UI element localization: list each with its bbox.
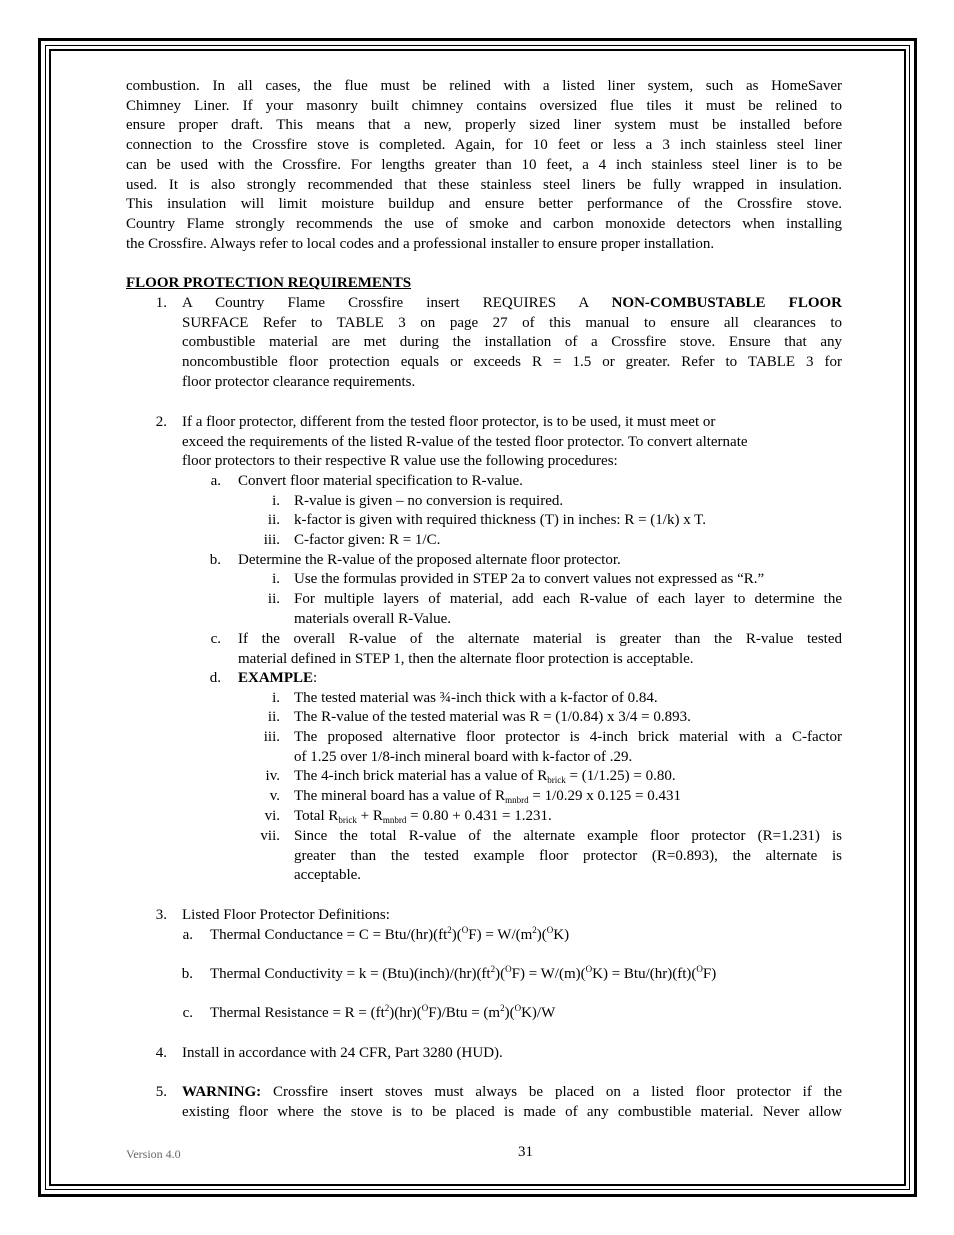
intro-line: Chimney Liner. If your masonry built chimney contains oversized flue tiles it must be relined to [126,97,842,114]
example-iii: The proposed alternative floor protector is 4-inch brick material with a C-factor of 1.25 over 1/8-inch mineral board with k-factor of .29. [294,729,842,765]
sub-item-letter: d. [209,670,221,686]
roman-numeral: v. [269,788,280,804]
sub-item-2a-i: R-value is given – no conversion is required. [294,493,564,509]
example-label: EXAMPLE [238,670,313,686]
sub-item-2d: EXAMPLE: [238,670,318,686]
sub-item-2b-ii: For multiple layers of material, add each R-value of each layer to determine the materials overall R-Value. [294,591,842,627]
roman-numeral: ii. [267,591,280,607]
page-number: 31 [518,1144,533,1160]
item-2 [182,413,842,472]
example-ii: The R-value of the tested material was R = (1/0.84) x 3/4 = 0.893. [294,709,691,725]
intro-line: ensure proper draft. This means that a new, properly sized liner system must be installed before [126,117,842,134]
item-1-line: combustible material are met during the installation of a Crossfire stove. Ensure that any [182,334,842,351]
intro-paragraph [126,77,842,254]
non-combustable-emphasis: NON-COMBUSTABLE FLOOR [611,295,842,311]
intro-line: used. It is also strongly recommended that these stainless steel liners be fully wrapped in insulation. [126,176,842,193]
roman-numeral: i. [272,571,280,587]
example-v: The mineral board has a value of $R_{mnbrd} = 1/0.29$ x 0.125 = 0.431 [294,788,682,805]
item-number: 1. [155,295,167,311]
item-3: Listed Floor Protector Definitions: [182,907,390,923]
item-2-line: If a floor protector, different from the tested floor protector, is to be used, it must meet or [182,414,716,430]
roman-numeral: iii. [263,532,280,548]
item-number: 5. [155,1084,167,1100]
roman-numeral: iv. [265,768,280,784]
sub-item-letter: a. [182,927,193,943]
sub-item-2a-ii: k-factor is given with required thickness (T) in inches: R = (1/k) x T. [294,512,706,528]
sub-item-2b-i: Use the formulas provided in STEP 2a to convert values not expressed as “R.” [294,571,765,587]
intro-line: combustion. In all cases, the flue must be relined with a listed liner system, such as HomeSaver [126,78,842,94]
thermal-resistance: Thermal Resistance = $R = (ft^2)(hr)(^OF)$/Btu = $(m^2)(^OK)/W$ [210,1003,556,1021]
roman-numeral: vii. [260,828,280,844]
sub-item-letter: b. [181,966,193,982]
item-2-line: floor protectors to their respective R value use the following procedures: [182,453,618,470]
sub-item-letter: a. [210,473,221,489]
item-1-line: A Country Flame Crossfire insert REQUIRES A NON-COMBUSTABLE FLOOR [182,295,842,311]
section-heading: FLOOR PROTECTION REQUIREMENTS [126,275,412,291]
example-vi: Total $R_{brick} + R_{mnbrd} = 0.80 + 0.431 = 1.231$. [294,808,552,825]
item-number: 2. [155,414,167,430]
roman-numeral: i. [272,690,280,706]
intro-line: can be used with the Crossfire. For lengths greater than 10 feet, a 4 inch stainless steel liner is to be [126,156,842,173]
sub-item-2c: If the overall R-value of the alternate material is greater than the R-value tested material defined in STEP 1, then the alternate floor protection is acceptable. [238,631,842,667]
intro-line: the Crossfire. Always refer to local codes and a professional installer to ensure proper installation. [126,235,715,252]
item-1-line: noncombustible floor protection equals or exceeds R = 1.5 or greater. Refer to TABLE 3 for [182,354,842,371]
roman-numeral: ii. [267,709,280,725]
item-1-line: floor protector clearance requirements. [182,373,416,390]
roman-numeral: vi. [264,808,280,824]
sub-item-2a-iii: C-factor given: R = 1/C. [294,532,441,548]
roman-numeral: i. [272,493,280,509]
roman-numeral: iii. [263,729,280,745]
item-5: WARNING: Crossfire insert stoves must always be placed on a listed floor protector if the existing floor where the stove is to be placed is made of any combustible material. Never allow [182,1084,842,1120]
example-iv: The 4-inch brick material has a value of $R_{brick} = (1/1.25) = 0.80$. [294,768,676,785]
sub-item-letter: c. [182,1005,193,1021]
thermal-conductivity: Thermal Conductivity = $k = (Btu)(inch)/(hr)(ft^2)(^OF) = W/(m)(^OK) = Btu/(hr)(ft)(^OF)$ [210,964,717,982]
item-4: Install in accordance with 24 CFR, Part 3280 (HUD). [182,1045,503,1061]
example-vii: Since the total R-value of the alternate example floor protector (R=1.231) is greater than the tested example floor protector (R=0.893), the alternate is acceptable. [294,828,842,884]
warning-label: WARNING: [182,1084,262,1100]
item-number: 4. [155,1045,167,1061]
item-1 [182,294,842,393]
item-1-line: SURFACE Refer to TABLE 3 on page 27 of this manual to ensure all clearances to [182,314,842,331]
sub-item-letter: c. [210,631,221,647]
thermal-conductance: Thermal Conductance = C = Btu/$(hr)(ft^2)(^OF) = W/(m^2)(^OK)$ [210,925,570,943]
item-2-line: exceed the requirements of the listed R-value of the tested floor protector. To convert alternate [182,433,748,450]
intro-line: connection to the Crossfire stove is completed. Again, for 10 feet or less a 3 inch stainless steel liner [126,137,842,154]
roman-numeral: ii. [267,512,280,528]
intro-line: This insulation will limit moisture buildup and ensure better performance of the Crossfire stove. [126,196,842,213]
intro-line: Country Flame strongly recommends the use of smoke and carbon monoxide detectors when installing [126,215,842,232]
sub-item-2b: Determine the R-value of the proposed alternate floor protector. [238,552,621,568]
sub-item-letter: b. [209,552,221,568]
version-label: Version 4.0 [126,1147,181,1161]
item-number: 3. [155,907,167,923]
sub-item-2a: Convert floor material specification to R-value. [238,473,523,489]
example-i: The tested material was ¾-inch thick with a k-factor of 0.84. [294,690,658,706]
